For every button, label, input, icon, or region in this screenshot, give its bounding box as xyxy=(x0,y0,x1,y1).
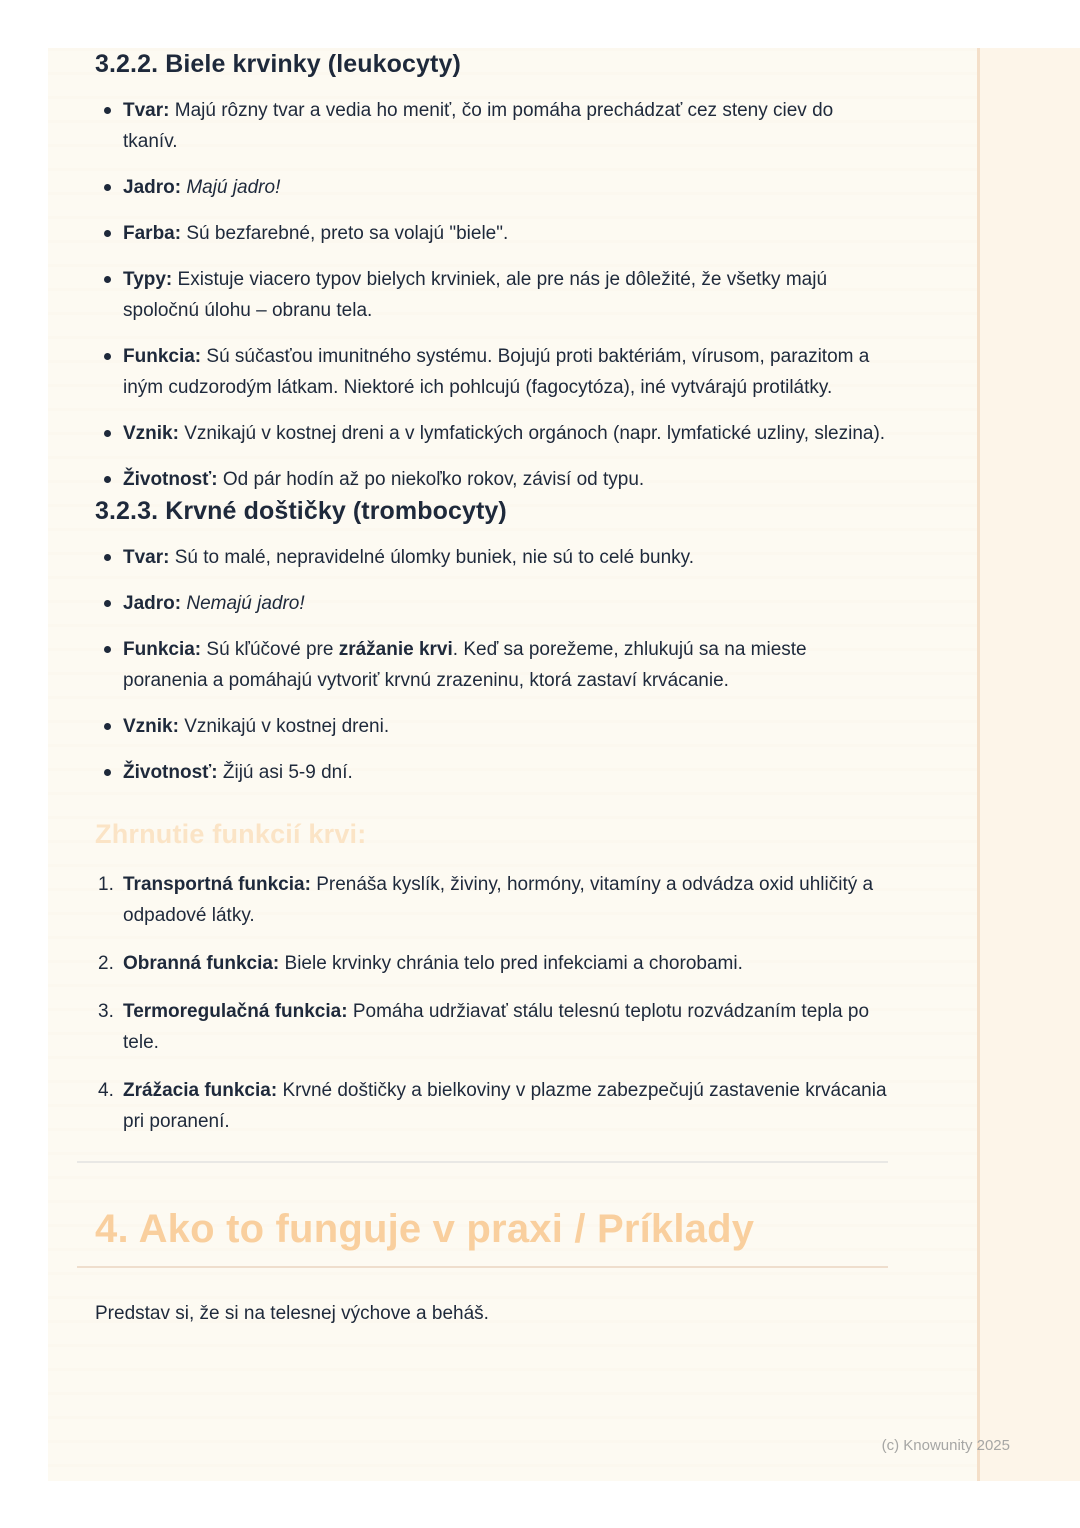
list-item xyxy=(95,711,888,742)
item-label: Farba: xyxy=(123,223,182,244)
list-item xyxy=(95,418,888,449)
section-divider xyxy=(77,1161,888,1163)
item-label: Životnosť: xyxy=(123,469,218,490)
list-item xyxy=(95,948,888,979)
list-item xyxy=(95,588,888,619)
list-item xyxy=(95,1075,888,1137)
item-label: Vznik: xyxy=(123,716,179,737)
list-item xyxy=(95,996,888,1058)
item-text: Pomáha udržiavať stálu telesnú teplotu rozvádzaním tepla po tele. xyxy=(123,1001,870,1053)
bullet-icon xyxy=(104,184,111,191)
list-item xyxy=(95,218,888,249)
item-label: Typy: xyxy=(123,269,173,290)
item-number: 3. xyxy=(98,1001,114,1022)
intro-paragraph: Predstav si, že si na telesnej výchove a beháš. xyxy=(95,1303,489,1324)
item-label: Vznik: xyxy=(123,423,179,444)
bullet-icon xyxy=(104,353,111,360)
list-item xyxy=(95,341,888,403)
item-label: Tvar: xyxy=(123,547,170,568)
platelets-bullet-list xyxy=(95,542,888,788)
bullet-icon xyxy=(104,554,111,561)
item-text: Sú súčasťou imunitného systému. Bojujú proti baktériám, vírusom, parazitom a iným cudzorodým látkam. Niektoré ich pohlcujú (fagocytóza), iné vytvárajú protilátky. xyxy=(123,346,870,398)
list-item xyxy=(95,264,888,326)
bullet-icon xyxy=(104,107,111,114)
summary-numbered-list xyxy=(95,869,888,1137)
item-label: Jadro: xyxy=(123,177,182,198)
item-text: Sú kľúčové pre xyxy=(206,639,334,660)
page-edge-strip xyxy=(977,48,1080,1481)
list-item xyxy=(95,869,888,931)
bullet-icon xyxy=(104,723,111,730)
list-item xyxy=(95,634,888,696)
item-text: Vznikajú v kostnej dreni a v lymfatických orgánoch (napr. lymfatické uzliny, slezina). xyxy=(184,423,886,444)
item-text: Majú rôzny tvar a vedia ho meniť, čo im pomáha prechádzať cez steny ciev do tkanív. xyxy=(123,100,834,152)
document-content xyxy=(48,48,977,1329)
section-heading-platelets: 3.2.3. Krvné doštičky (trombocyty) xyxy=(95,497,507,525)
item-text: Žijú asi 5-9 dní. xyxy=(222,762,353,783)
item-label: Funkcia: xyxy=(123,346,202,367)
item-label: Životnosť: xyxy=(123,762,218,783)
item-text: Sú to malé, nepravidelné úlomky buniek, nie sú to celé bunky. xyxy=(174,547,695,568)
list-item xyxy=(95,757,888,788)
item-text: Vznikajú v kostnej dreni. xyxy=(184,716,390,737)
bullet-icon xyxy=(104,230,111,237)
item-text: Sú bezfarebné, preto sa volajú "biele". xyxy=(186,223,509,244)
chapter-heading: 4. Ako to funguje v praxi / Príklady xyxy=(77,1205,888,1268)
item-number: 4. xyxy=(98,1080,114,1101)
leukocytes-bullet-list xyxy=(95,95,888,495)
bullet-icon xyxy=(104,276,111,283)
item-number: 2. xyxy=(98,953,114,974)
item-text: Prenáša kyslík, živiny, hormóny, vitamíny a odvádza oxid uhličitý a odpadové látky. xyxy=(123,874,874,926)
item-label: Jadro: xyxy=(123,593,182,614)
bullet-icon xyxy=(104,600,111,607)
item-label: Zrážacia funkcia: xyxy=(123,1080,278,1101)
list-item xyxy=(95,172,888,203)
item-text: Majú jadro! xyxy=(186,177,281,198)
item-text: . Keď sa porežeme, zhlukujú sa na mieste poranenia a pomáhajú vytvoriť krvnú zrazeninu, ktorá zastaví krvácanie. xyxy=(123,639,807,691)
item-label: Obranná funkcia: xyxy=(123,953,280,974)
section-heading-leukocytes: 3.2.2. Biele krvinky (leukocyty) xyxy=(95,50,461,78)
list-item xyxy=(95,464,888,495)
item-text-bold: zrážanie krvi xyxy=(338,639,453,660)
list-item xyxy=(95,95,888,157)
item-text: Krvné doštičky a bielkoviny v plazme zabezpečujú zastavenie krvácania pri poranení. xyxy=(123,1080,887,1132)
bullet-icon xyxy=(104,646,111,653)
item-number: 1. xyxy=(98,874,114,895)
item-text: Biele krvinky chránia telo pred infekciami a chorobami. xyxy=(284,953,743,974)
bullet-icon xyxy=(104,430,111,437)
copyright-note: (c) Knowunity 2025 xyxy=(881,1437,1010,1454)
item-text: Nemajú jadro! xyxy=(186,593,305,614)
item-label: Tvar: xyxy=(123,100,170,121)
bullet-icon xyxy=(104,476,111,483)
list-item xyxy=(95,542,888,573)
item-text: Existuje viacero typov bielych krviniek, ale pre nás je dôležité, že všetky majú spoločnú úlohu – obranu tela. xyxy=(123,269,828,321)
item-text: Od pár hodín až po niekoľko rokov, závisí od typu. xyxy=(222,469,645,490)
item-label: Termoregulačná funkcia: xyxy=(123,1001,348,1022)
item-label: Funkcia: xyxy=(123,639,202,660)
bullet-icon xyxy=(104,769,111,776)
document-page xyxy=(48,48,977,1481)
summary-heading: Zhrnutie funkcií krvi: xyxy=(95,819,367,849)
item-label: Transportná funkcia: xyxy=(123,874,311,895)
